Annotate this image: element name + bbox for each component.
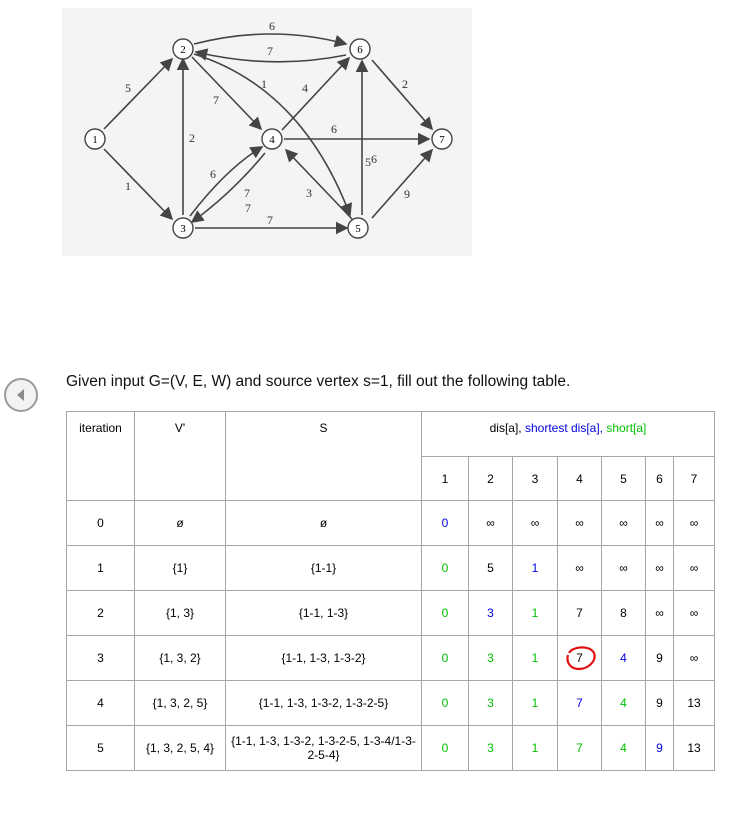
- dis-cell: ∞: [674, 546, 715, 591]
- dis-cell: ∞: [674, 636, 715, 681]
- vertex-column-header: 7: [674, 457, 715, 501]
- vertex-column-header: 5: [602, 457, 646, 501]
- edge-weight: 5: [365, 155, 371, 169]
- dis-cell: 8: [602, 591, 646, 636]
- graph-node-6: [350, 39, 370, 59]
- svg-text:4: 4: [269, 134, 275, 146]
- edge-weight: 7: [244, 186, 250, 200]
- dis-cell: 0: [422, 591, 469, 636]
- edge-weight: 2: [402, 77, 408, 91]
- iteration-cell: 2: [67, 591, 135, 636]
- dis-cell: 4: [602, 636, 646, 681]
- dis-cell: 3: [469, 681, 513, 726]
- edge-weight: 2: [189, 131, 195, 145]
- dis-cell: 0: [422, 636, 469, 681]
- iteration-cell: 5: [67, 726, 135, 771]
- graph-node-4: [262, 129, 282, 149]
- vprime-cell: ø: [135, 501, 226, 546]
- table-body: [67, 501, 715, 771]
- header-vprime: V': [135, 412, 226, 501]
- svg-text:6: 6: [357, 44, 363, 56]
- vertex-column-header: 6: [646, 457, 674, 501]
- vprime-cell: {1, 3, 2, 5}: [135, 681, 226, 726]
- edge-weight: 6: [269, 19, 275, 33]
- s-cell: {1-1, 1-3}: [226, 591, 422, 636]
- vprime-cell: {1}: [135, 546, 226, 591]
- edge-weight: 6: [210, 167, 216, 181]
- dis-cell: 1: [513, 591, 558, 636]
- dis-cell: 3: [469, 636, 513, 681]
- header-s: S: [226, 412, 422, 501]
- edge-weight: 1: [261, 77, 267, 91]
- svg-text:3: 3: [180, 223, 186, 235]
- dijkstra-table: [66, 411, 715, 771]
- dis-cell: ∞: [469, 501, 513, 546]
- dis-cell: 7: [558, 726, 602, 771]
- dis-cell: 0: [422, 501, 469, 546]
- edge-weight: 1: [125, 179, 131, 193]
- iteration-cell: 4: [67, 681, 135, 726]
- vprime-cell: {1, 3}: [135, 591, 226, 636]
- graph-node-5: [348, 218, 368, 238]
- edge-weight: 5: [125, 81, 131, 95]
- header-dis-label: dis[a],: [489, 421, 525, 435]
- dis-cell: ∞: [674, 591, 715, 636]
- dis-cell: 3: [469, 726, 513, 771]
- dis-cell: ∞: [558, 501, 602, 546]
- s-cell: {1-1, 1-3, 1-3-2, 1-3-2-5}: [226, 681, 422, 726]
- s-cell: ø: [226, 501, 422, 546]
- edge-weight: 9: [404, 187, 410, 201]
- table-row: [67, 726, 715, 771]
- graph-node-1: [85, 129, 105, 149]
- dis-cell: 0: [422, 681, 469, 726]
- svg-text:5: 5: [355, 223, 361, 235]
- header-iteration: iteration: [67, 412, 135, 501]
- graph-node-2: [173, 39, 193, 59]
- vertex-column-header: 1: [422, 457, 469, 501]
- svg-text:1: 1: [92, 134, 98, 146]
- dis-cell: ∞: [646, 546, 674, 591]
- edge-weight: 6: [371, 152, 377, 166]
- dis-cell: 1: [513, 681, 558, 726]
- dis-cell: ∞: [674, 501, 715, 546]
- header-shortest-label: shortest dis[a],: [524, 421, 607, 435]
- dis-cell: 9: [646, 681, 674, 726]
- dis-cell: ∞: [602, 546, 646, 591]
- dis-cell: 7: [558, 681, 602, 726]
- vertex-column-header: 2: [469, 457, 513, 501]
- dis-cell: 4: [602, 726, 646, 771]
- iteration-cell: 1: [67, 546, 135, 591]
- table-row: [67, 501, 715, 546]
- iteration-cell: 3: [67, 636, 135, 681]
- dis-cell: 13: [674, 726, 715, 771]
- dis-cell: 9: [646, 726, 674, 771]
- dis-cell: 1: [513, 636, 558, 681]
- dis-cell: 0: [422, 726, 469, 771]
- table-row: [67, 681, 715, 726]
- dis-cell: 9: [646, 636, 674, 681]
- edge-weight: 7: [267, 213, 273, 227]
- dis-cell: ∞: [558, 546, 602, 591]
- edge-weight: 3: [306, 186, 312, 200]
- header-dis: [422, 412, 715, 457]
- s-cell: {1-1, 1-3, 1-3-2}: [226, 636, 422, 681]
- svg-text:7: 7: [439, 134, 445, 146]
- header-short-label: short[a]: [606, 421, 647, 435]
- dis-cell: 1: [513, 546, 558, 591]
- iteration-cell: 0: [67, 501, 135, 546]
- dis-value: 7: [576, 651, 583, 665]
- table-row: [67, 591, 715, 636]
- edge-weight: 7: [213, 93, 219, 107]
- dis-cell: 3: [469, 591, 513, 636]
- edge-weight: 7: [245, 201, 251, 215]
- vprime-cell: {1, 3, 2}: [135, 636, 226, 681]
- dis-cell: 7: [558, 591, 602, 636]
- back-button[interactable]: [4, 378, 38, 412]
- dis-cell-circled: [558, 636, 602, 681]
- graph-node-3: [173, 218, 193, 238]
- dis-cell: ∞: [602, 501, 646, 546]
- chevron-left-icon: [13, 387, 29, 403]
- dis-cell: 1: [513, 726, 558, 771]
- edge-weight: 7: [267, 44, 273, 58]
- dis-cell: 13: [674, 681, 715, 726]
- dis-cell: 0: [422, 546, 469, 591]
- s-cell: {1-1}: [226, 546, 422, 591]
- vertex-column-header: 4: [558, 457, 602, 501]
- vertex-column-header: 3: [513, 457, 558, 501]
- graph-node-7: [432, 129, 452, 149]
- table-row: [67, 636, 715, 681]
- dis-cell: 5: [469, 546, 513, 591]
- dis-cell: ∞: [646, 591, 674, 636]
- vprime-cell: {1, 3, 2, 5, 4}: [135, 726, 226, 771]
- dis-cell: ∞: [646, 501, 674, 546]
- svg-text:2: 2: [180, 44, 186, 56]
- question-prompt: Given input G=(V, E, W) and source vertex s=1, fill out the following table.: [66, 373, 571, 390]
- graph-figure: [62, 8, 472, 256]
- table-row: [67, 546, 715, 591]
- edge-weight: 4: [302, 81, 308, 95]
- edge-weight: 6: [331, 122, 337, 136]
- s-cell: {1-1, 1-3, 1-3-2, 1-3-2-5, 1-3-4/1-3-2-5-4}: [226, 726, 422, 771]
- dis-cell: ∞: [513, 501, 558, 546]
- dis-cell: 4: [602, 681, 646, 726]
